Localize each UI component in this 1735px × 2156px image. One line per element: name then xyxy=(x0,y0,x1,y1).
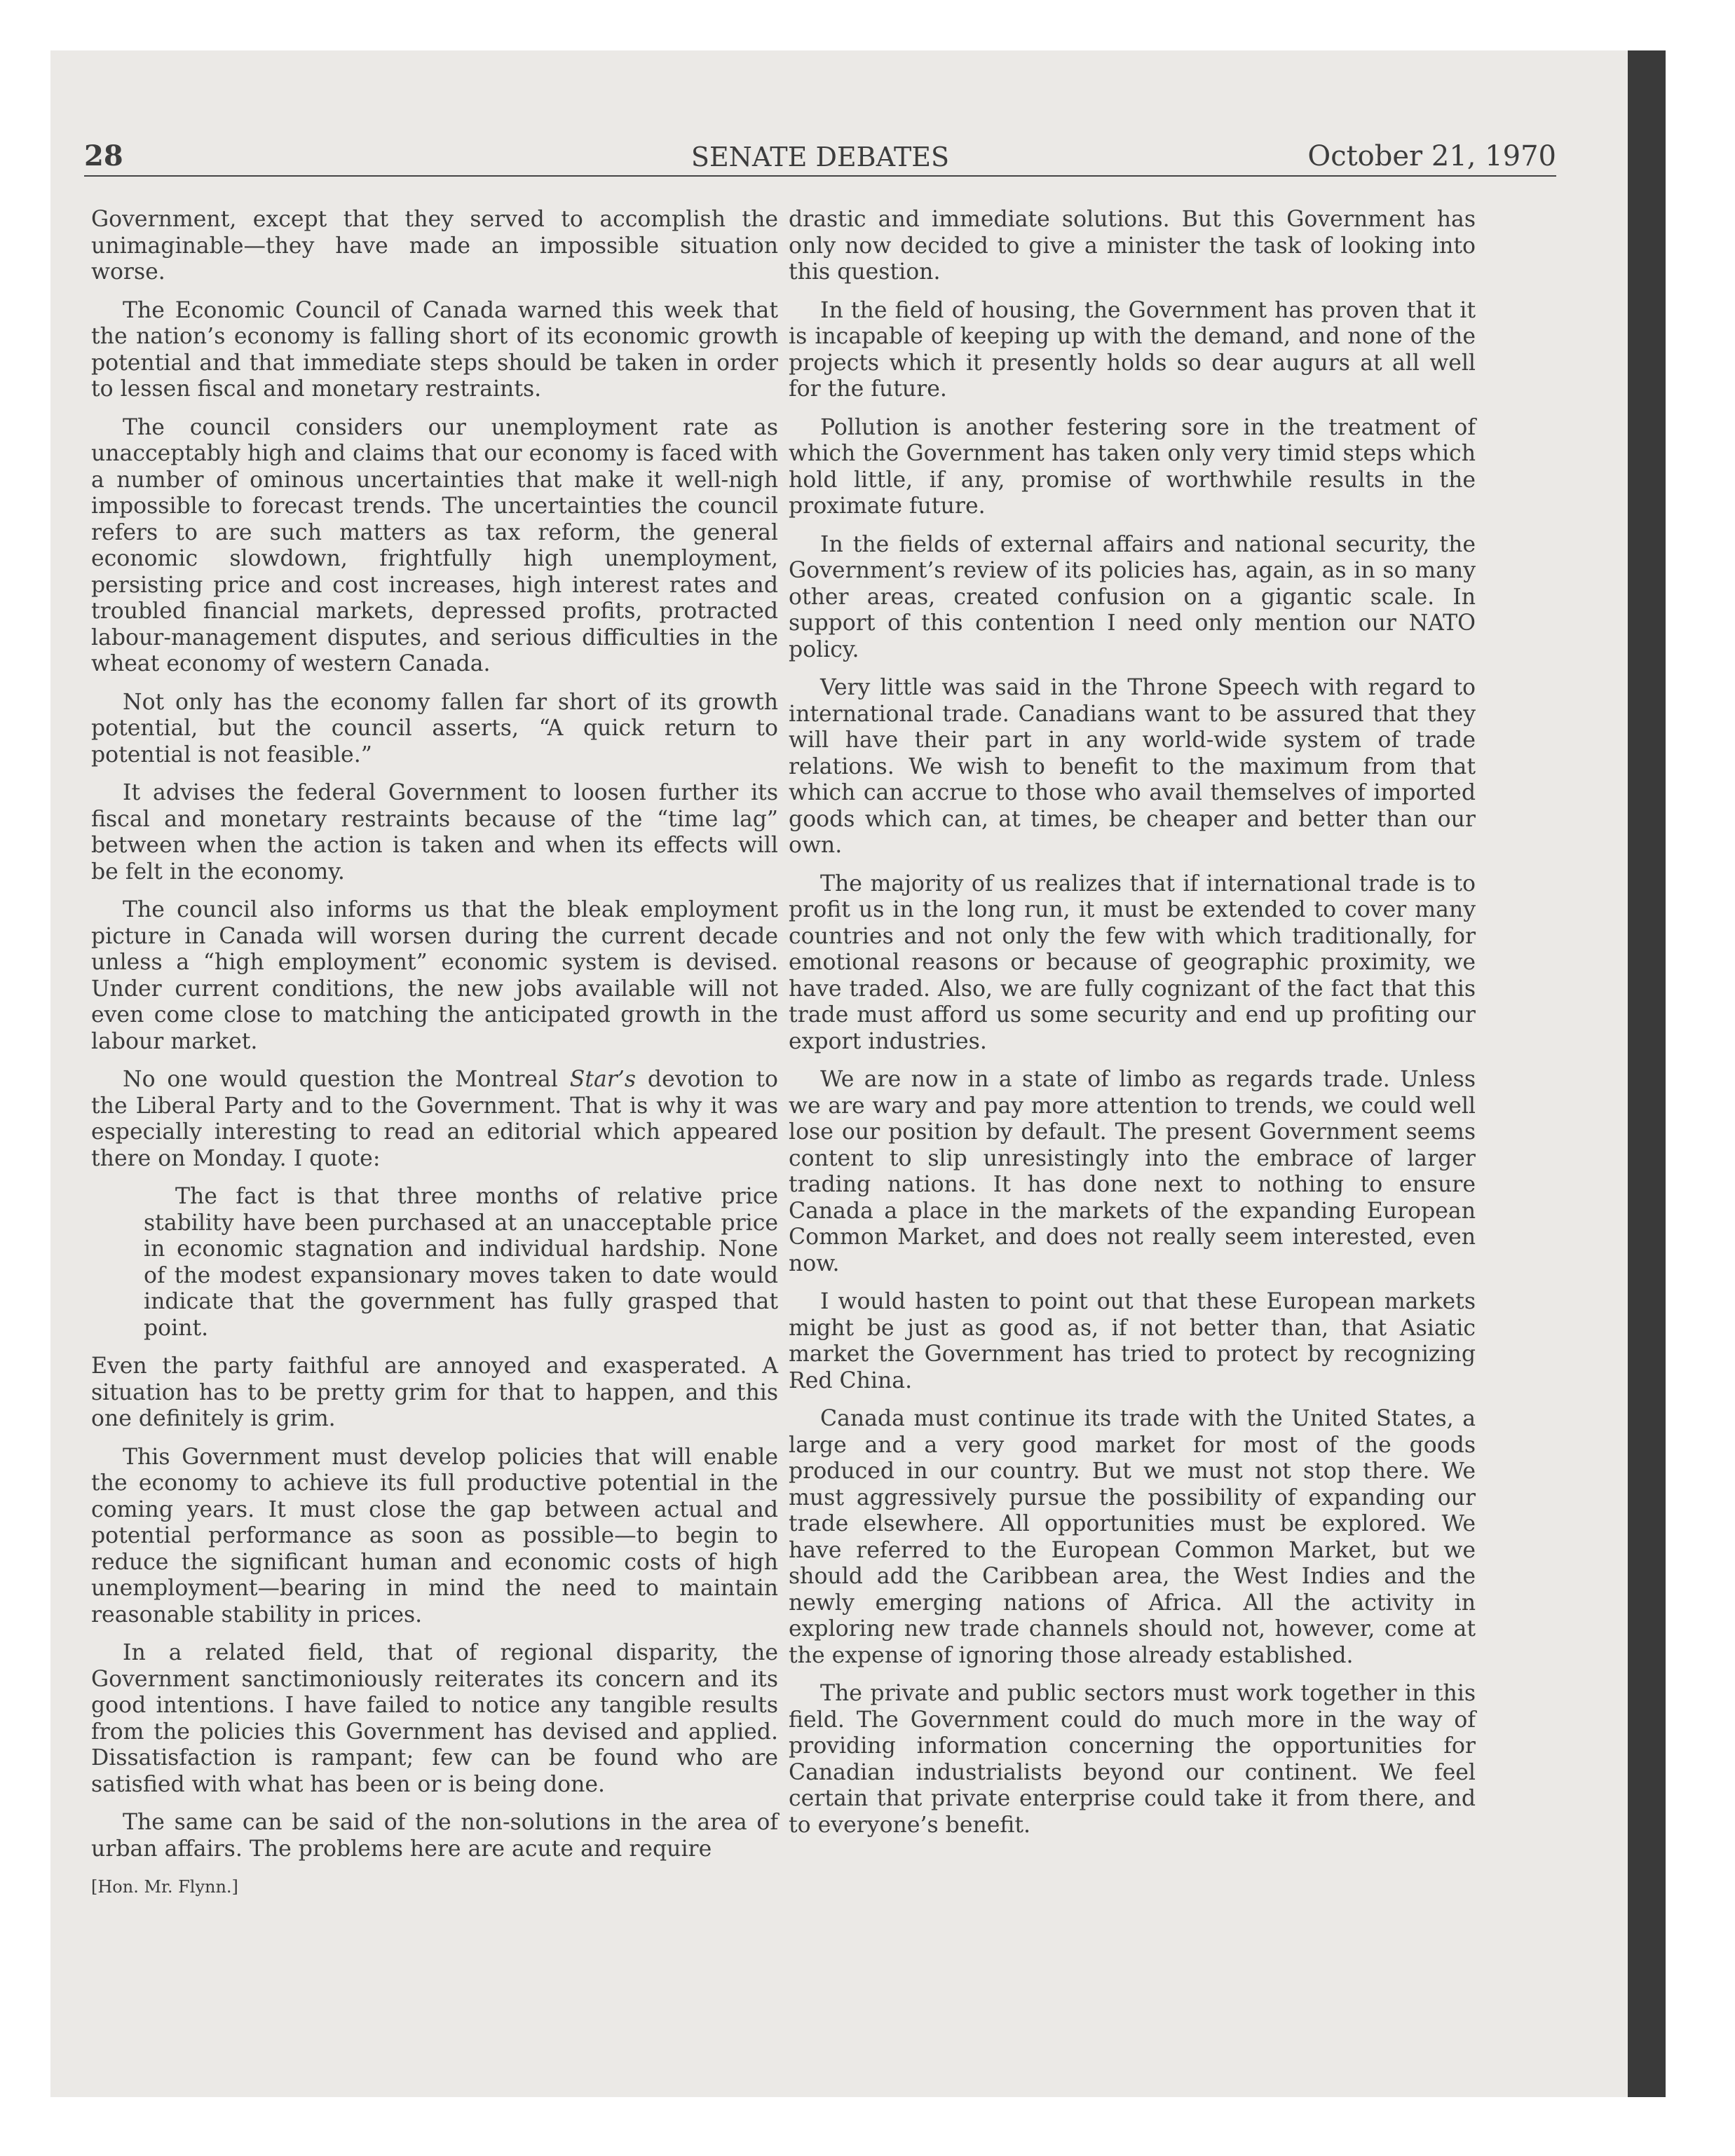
speaker-attribution: [Hon. Mr. Flynn.] xyxy=(91,1877,238,1897)
paragraph: The council also informs us that the bleak employment picture in Canada will worsen during the current decade unless a “high employment” economic system is devised. Under current conditions, the new jobs available will not even come close to matching the anticipated growth in the labour market. xyxy=(91,897,778,1054)
paragraph: The majority of us realizes that if international trade is to profit us in the long run, it must be extended to cover many countries and not only the few with which traditionally, for emotional reasons or because of geographic proximity, we have traded. Also, we are fully cognizant of the fact that this trade must afford us some security and end up profiting our export industries. xyxy=(789,871,1476,1054)
paragraph: drastic and immediate solutions. But this Government has only now decided to give a minister the task of looking into this question. xyxy=(789,207,1476,285)
text-run: devotion to the Liberal Party and to the Government. That is why it was especially interesting to read an editorial which appeared there on Monday. I quote: xyxy=(91,1067,778,1171)
paragraph: It advises the federal Government to loosen further its fiscal and monetary restraints because of the “time lag” between when the action is taken and when its effects will be felt in the economy. xyxy=(91,780,778,885)
block-quote: The fact is that three months of relative price stability have been purchased at an unacceptable price in economic stagnation and individual hardship. None of the modest expansionary moves taken to date would indicate that the government has fully grasped that point. xyxy=(144,1184,778,1341)
publication-title: SENATE DEBATES xyxy=(690,142,950,172)
publication-date: October 21, 1970 xyxy=(1307,140,1556,172)
paragraph: I would hasten to point out that these European markets might be just as good as, if not better than, that Asiatic market the Government has tried to protect by recognizing Red China. xyxy=(789,1289,1476,1393)
paragraph: Pollution is another festering sore in the treatment of which the Government has taken only very timid steps which hold little, if any, promise of worthwhile results in the proximate future. xyxy=(789,414,1476,519)
right-column xyxy=(789,207,1476,1850)
paragraph: We are now in a state of limbo as regards trade. Unless we are wary and pay more attention to trends, we could well lose our position by default. The present Government seems content to slip unresistingly into the embrace of larger trading nations. It has done next to nothing to ensure Canada a place in the markets of the expanding European Common Market, and does not really seem interested, even now. xyxy=(789,1067,1476,1276)
paragraph: Not only has the economy fallen far short of its growth potential, but the council asserts, “A quick return to potential is not feasible.” xyxy=(91,689,778,767)
scan-edge-shadow xyxy=(1628,50,1666,2097)
paragraph: Very little was said in the Throne Speech with regard to international trade. Canadians want to be assured that they will have their part in any world-wide system of trade relations. We wish to benefit to the maximum from that which can accrue to those who avail themselves of imported goods which can, at times, be cheaper and better than our own. xyxy=(789,675,1476,858)
paragraph: The Economic Council of Canada warned this week that the nation’s economy is falling short of its economic growth potential and that immediate steps should be taken in order to lessen fiscal and monetary restraints. xyxy=(91,297,778,402)
paragraph: In the fields of external affairs and national security, the Government’s review of its policies has, again, as in so many other areas, created confusion on a gigantic scale. In support of this contention I need only mention our NATO policy. xyxy=(789,531,1476,662)
running-header xyxy=(84,98,1556,177)
text-run: No one would question the Montreal xyxy=(123,1067,570,1092)
paragraph: Government, except that they served to accomplish the unimaginable—they have made an impossible situation worse. xyxy=(91,207,778,285)
paragraph: The council considers our unemployment rate as unacceptably high and claims that our economy is faced with a number of ominous uncertainties that make it well-nigh impossible to forecast trends. The uncertainties the council refers to are such matters as tax reform, the general economic slowdown, frightfully high unemployment, persisting price and cost increases, high interest rates and troubled financial markets, depressed profits, protracted labour-management disputes, and serious difficulties in the wheat economy of western Canada. xyxy=(91,414,778,676)
paragraph: This Government must develop policies that will enable the economy to achieve its full productive potential in the coming years. It must close the gap between actual and potential performance as soon as possible—to begin to reduce the significant human and economic costs of high unemployment—bearing in mind the need to maintain reasonable stability in prices. xyxy=(91,1444,778,1628)
page-number: 28 xyxy=(84,139,123,172)
paragraph: The private and public sectors must work together in this field. The Government could do much more in the way of providing information concerning the opportunities for Canadian industrialists beyond our continent. We feel certain that private enterprise could take it from there, and to everyone’s benefit. xyxy=(789,1681,1476,1838)
paragraph: Canada must continue its trade with the United States, a large and a very good market for most of the goods produced in our country. But we must not stop there. We must aggressively pursue the possibility of expanding our trade elsewhere. All opportunities must be explored. We have referred to the European Common Market, but we should add the Caribbean area, the West Indies and the newly emerging nations of Africa. All the activity in exploring new trade channels should not, however, come at the expense of ignoring those already established. xyxy=(789,1406,1476,1668)
newspaper-name: Star’s xyxy=(569,1067,637,1092)
paragraph: In a related field, that of regional disparity, the Government sanctimoniously reiterates its concern and its good intentions. I have failed to notice any tangible results from the policies this Government has devised and applied. Dissatisfaction is rampant; few can be found who are satisfied with what has been or is being done. xyxy=(91,1640,778,1797)
left-column xyxy=(91,207,778,1913)
paragraph: In the field of housing, the Government has proven that it is incapable of keeping up with the demand, and none of the projects which it presently holds so dear augurs at all well for the future. xyxy=(789,297,1476,402)
paragraph xyxy=(91,1067,778,1172)
paragraph: The same can be said of the non-solutions in the area of urban affairs. The problems here are acute and require xyxy=(91,1810,778,1862)
paragraph: Even the party faithful are annoyed and exasperated. A situation has to be pretty grim for that to happen, and this one definitely is grim. xyxy=(91,1353,778,1431)
